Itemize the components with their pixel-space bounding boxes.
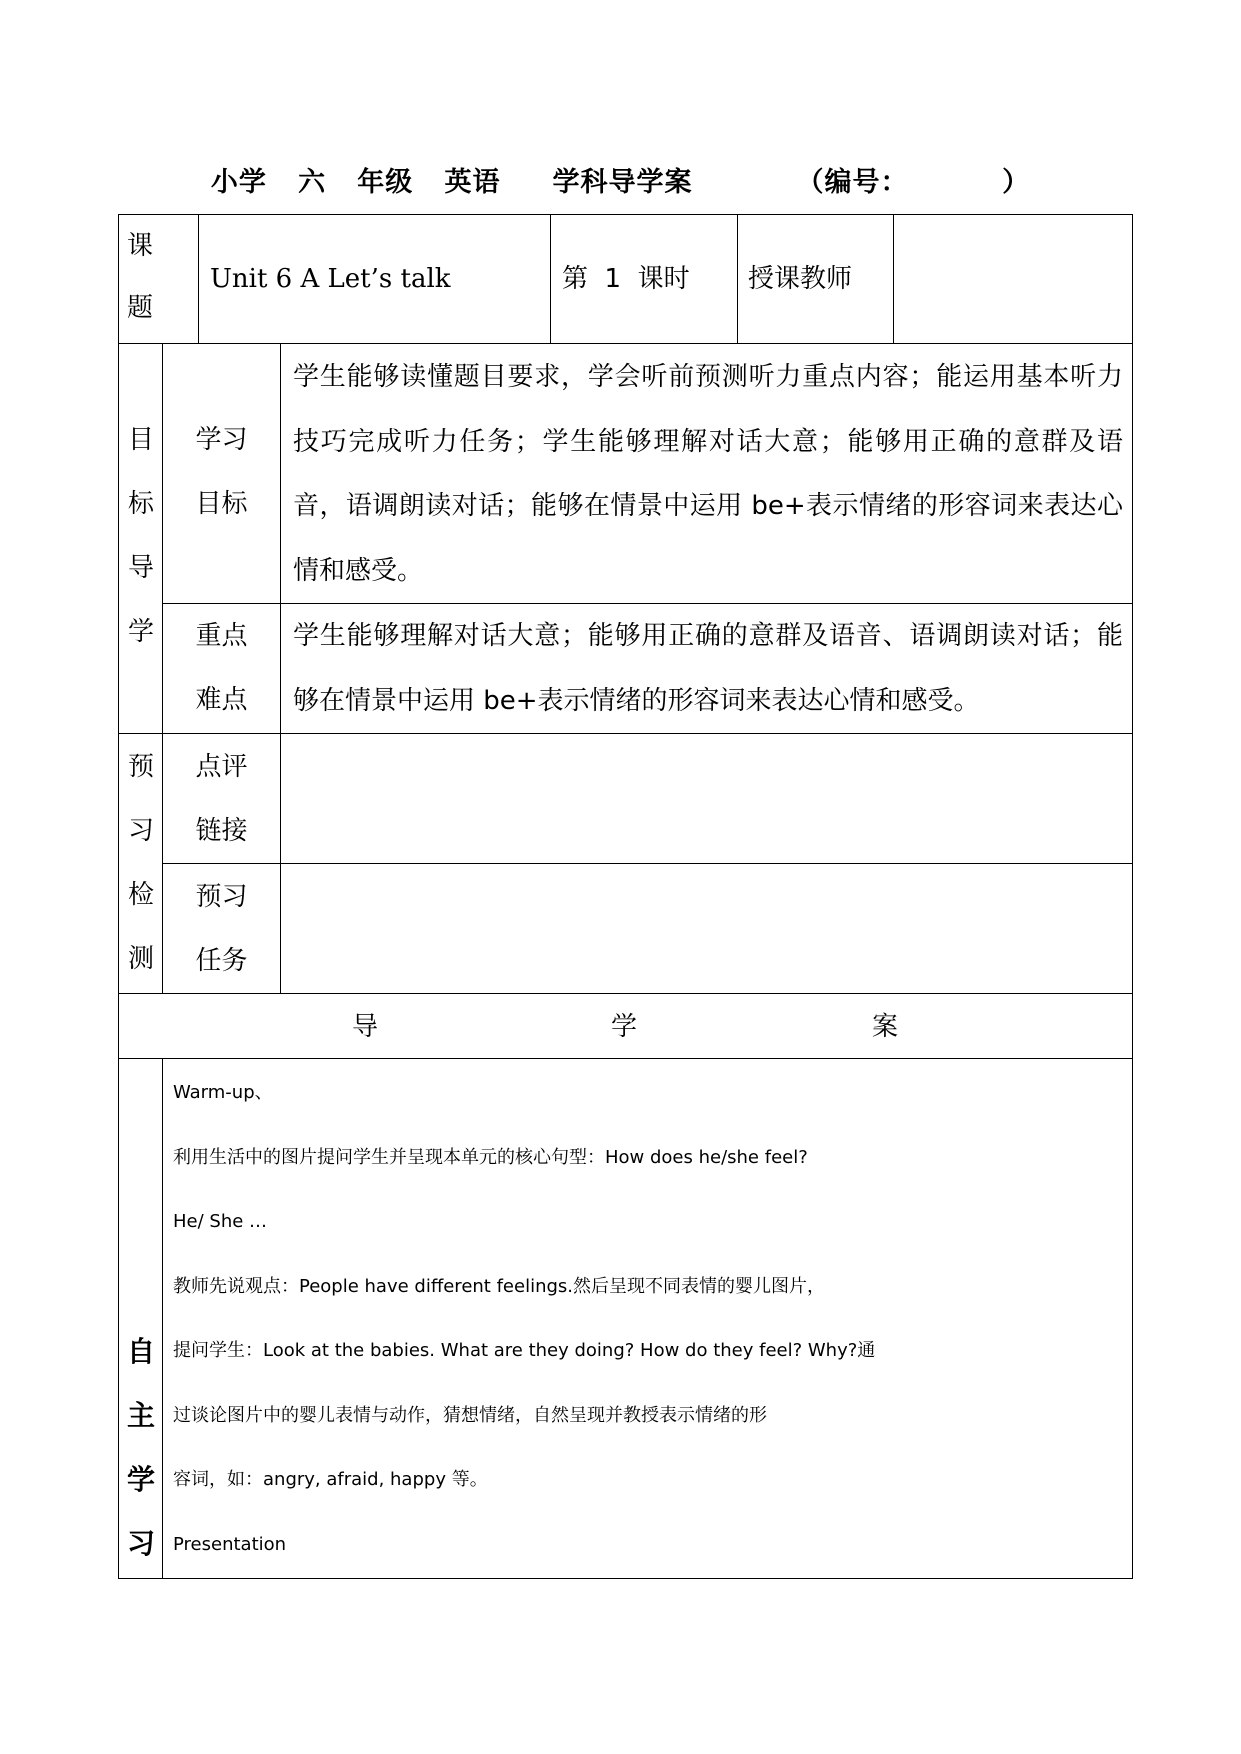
title-number-label: （编号： xyxy=(796,167,909,198)
col-divider xyxy=(280,343,281,993)
col-divider xyxy=(737,214,738,343)
title-school: 小学 xyxy=(210,167,267,198)
learning-goal-text: 学生能够读懂题目要求，学会听前预测听力重点内容；能运用基本听力技巧完成听力任务；学生能够理解对话大意；能够用正确的意群及语音，语调朗读对话；能够在情景中运用 be+表示情绪的形容词来表达心情和感受。 xyxy=(293,362,1123,586)
key-points-text: 学生能够理解对话大意；能够用正确的意群及语音、语调朗读对话；能够在情景中运用 be+表示情绪的形容词来表达心情和感受。 xyxy=(293,621,1123,716)
row-divider xyxy=(162,863,1133,864)
task-label: 预习 任务 xyxy=(195,882,248,976)
content-line: 教师先说观点：People have different feelings.然后呈现不同表情的婴儿图片， xyxy=(173,1275,825,1297)
topic-value: Unit 6 A Let’s talk xyxy=(210,264,451,294)
page-title xyxy=(0,160,1241,199)
content-line: 过谈论图片中的婴儿表情与动作，猜想情绪，自然呈现并教授表示情绪的形 xyxy=(173,1404,767,1426)
key-points-label: 重点 难点 xyxy=(195,621,248,715)
content-line: Warm-up、 xyxy=(173,1082,273,1103)
self-study-content xyxy=(173,1061,1125,1577)
content-line: He/ She … xyxy=(173,1211,268,1232)
content-line: 容词，如：angry, afraid, happy 等。 xyxy=(173,1469,488,1490)
row-divider xyxy=(118,733,1133,734)
col-divider xyxy=(893,214,894,343)
col-divider xyxy=(162,1058,163,1579)
topic-label: 课 题 xyxy=(126,231,153,323)
teacher-label: 授课教师 xyxy=(748,264,853,294)
content-line: 利用生活中的图片提问学生并呈现本单元的核心句型：How does he/she feel? xyxy=(173,1146,808,1168)
learning-goal-label: 学习 目标 xyxy=(195,425,248,519)
content-line: 提问学生：Look at the babies. What are they doing? How do they feel? Why?通 xyxy=(173,1340,876,1361)
title-subject: 英语 xyxy=(444,167,501,198)
self-study-label: 自 主 学 习 xyxy=(126,1335,155,1560)
lesson-number: 第 1 课时 xyxy=(562,264,690,294)
preview-section-label: 预 习 检 测 xyxy=(127,752,154,974)
col-divider xyxy=(550,214,551,343)
title-grade: 六 xyxy=(298,167,327,198)
guide-header-char-2: 学 xyxy=(611,1012,638,1042)
review-label: 点评 链接 xyxy=(195,752,248,846)
goals-section-label: 目 标 导 学 xyxy=(127,425,154,647)
col-divider xyxy=(198,214,199,343)
guide-header-char-3: 案 xyxy=(872,1012,899,1042)
content-line: Presentation xyxy=(173,1533,287,1555)
guide-header-char-1: 导 xyxy=(352,1012,379,1042)
title-doc-type: 学科导学案 xyxy=(552,167,693,198)
row-divider xyxy=(118,993,1133,994)
title-grade-suffix: 年级 xyxy=(357,167,414,198)
row-divider xyxy=(118,343,1133,344)
title-number-close: ） xyxy=(1002,167,1031,198)
